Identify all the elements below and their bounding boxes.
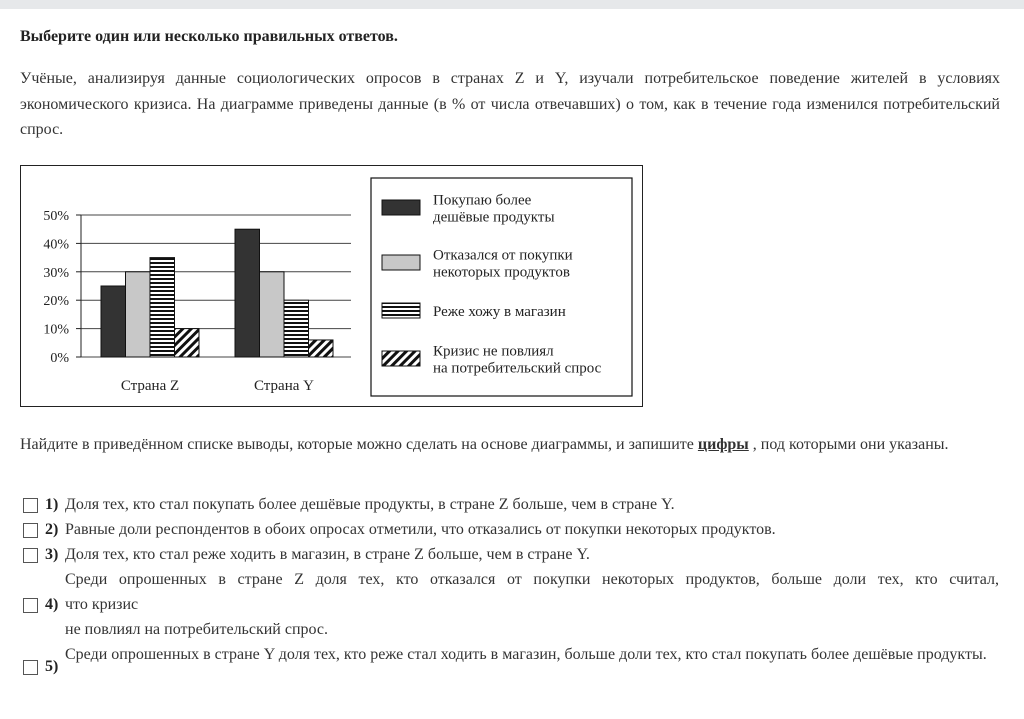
- legend-swatch: [382, 200, 420, 215]
- legend-swatch: [382, 303, 420, 318]
- answer-text-1: Доля тех, кто стал покупать более дешёвые продукты, в стране Z больше, чем в стране Y.: [65, 496, 675, 513]
- bar: [126, 272, 151, 357]
- answer-text-3: Доля тех, кто стал реже ходить в магазин, в стране Z больше, чем в стране Y.: [65, 546, 590, 563]
- answer-text-4-line2: что кризис: [65, 596, 139, 613]
- answer-checkbox-1[interactable]: [23, 498, 38, 513]
- legend-label: Реже хожу в магазин: [433, 304, 566, 320]
- answer-option-2[interactable]: [20, 517, 1010, 542]
- answer-checkbox-3[interactable]: [23, 548, 38, 563]
- y-tick-label: 40%: [43, 237, 69, 253]
- answer-number-2: 2): [45, 521, 59, 538]
- legend-swatch: [382, 255, 420, 270]
- x-category-label: Страна Y: [254, 378, 314, 394]
- question-keyword: цифры: [697, 436, 749, 453]
- legend-label: Покупаю более: [433, 192, 532, 209]
- task-intro: Учёные, анализируя данные социологических опросов в странах Z и Y, изучали потребительское поведение жителей в условиях экономического кризиса. На диаграмме приведены данные (в % от числа отвечавших) о том, как в течение года изменился потребительский спрос.: [20, 70, 1000, 138]
- answer-checkbox-5[interactable]: [23, 660, 38, 675]
- question-text-before: Найдите в приведённом списке выводы, которые можно сделать на основе диаграммы, и запишите: [20, 436, 698, 453]
- bar-chart: [20, 165, 643, 407]
- top-bar: [0, 0, 1024, 9]
- bar: [260, 272, 285, 357]
- bar-chart-svg: [21, 166, 642, 406]
- answer-number-5: 5): [45, 658, 59, 675]
- y-tick-label: 0%: [50, 351, 69, 366]
- answer-number-4: 4): [45, 596, 59, 613]
- legend-label: некоторых продуктов: [433, 264, 570, 281]
- answer-number-3: 3): [45, 546, 59, 563]
- answer-text-4-line1: Среди опрошенных в стране Z доля тех, кто отказался от покупки некоторых продуктов, больше доли тех, кто считал,: [65, 571, 999, 588]
- answer-option-3[interactable]: [20, 542, 1010, 567]
- bar: [150, 258, 175, 357]
- answer-checkbox-4[interactable]: [23, 598, 38, 613]
- answer-option-1[interactable]: [20, 492, 1010, 517]
- legend-label: дешёвые продукты: [433, 209, 555, 226]
- answer-checkbox-2[interactable]: [23, 523, 38, 538]
- y-tick-label: 10%: [43, 322, 69, 338]
- answer-text-4-line3: не повлиял на потребительский спрос.: [65, 621, 329, 638]
- question-text: [20, 432, 1010, 457]
- bar: [284, 300, 309, 357]
- question-text-after: , под которыми они указаны.: [752, 436, 949, 453]
- answer-text-5: Среди опрошенных в стране Y доля тех, кто реже стал ходить в магазин, больше доли тех, кто стал покупать более дешёвые продукты.: [65, 646, 987, 663]
- answer-option-5[interactable]: [20, 642, 1010, 692]
- answer-option-4[interactable]: [20, 567, 1010, 642]
- task-heading: Выберите один или несколько правильных ответов.: [20, 28, 398, 45]
- y-tick-label: 30%: [43, 265, 69, 281]
- legend-label: Кризис не повлиял: [433, 343, 554, 360]
- answer-number-1: 1): [45, 496, 59, 513]
- y-tick-label: 20%: [43, 294, 69, 310]
- bar: [101, 286, 126, 357]
- answer-text-2: Равные доли респондентов в обоих опросах отметили, что отказались от покупки некоторых продуктов.: [65, 521, 776, 538]
- bar: [235, 229, 260, 357]
- legend-label: Отказался от покупки: [433, 247, 573, 264]
- bar: [175, 329, 200, 357]
- y-tick-label: 50%: [43, 209, 69, 224]
- legend-label: на потребительский спрос: [433, 360, 602, 377]
- bar: [309, 340, 334, 357]
- legend-swatch: [382, 351, 420, 366]
- x-category-label: Страна Z: [120, 378, 180, 394]
